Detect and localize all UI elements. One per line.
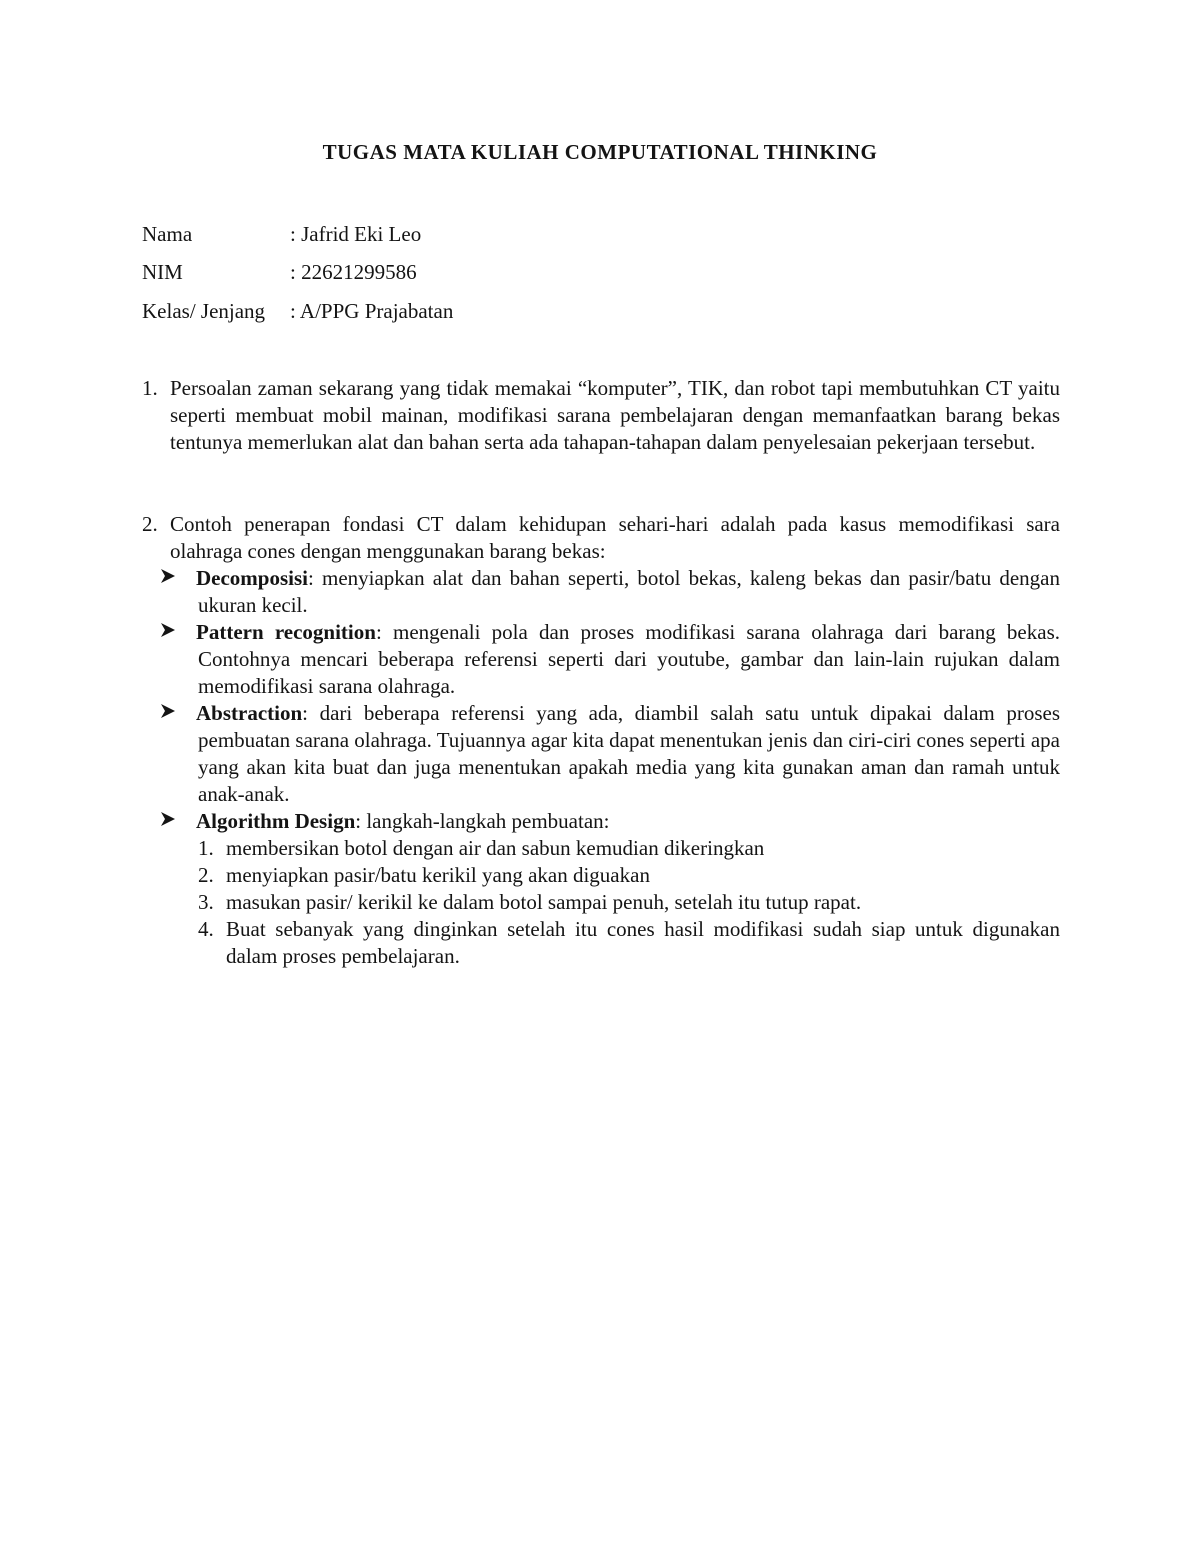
bullet-text: : mengenali pola dan proses modifikasi sarana olahraga dari barang bekas. Contohnya mencari beberapa referensi seperti dari youtube, gambar dan lain-lain rujukan dalam memodifikasi sarana olahraga. — [198, 620, 1060, 698]
step-number: 3. — [198, 890, 214, 914]
bullet-term: Pattern recognition — [196, 620, 376, 644]
step-text: menyiapkan pasir/batu kerikil yang akan diguakan — [226, 863, 650, 887]
step-item-1 — [198, 835, 1060, 862]
step-number: 2. — [198, 863, 214, 887]
step-text: masukan pasir/ kerikil ke dalam botol sampai penuh, setelah itu tutup rapat. — [226, 890, 862, 914]
info-value: : A/PPG Prajabatan — [290, 299, 454, 323]
bullet-pattern-recognition — [160, 619, 1060, 700]
arrow-bullet-icon — [160, 565, 178, 592]
bullet-text: : dari beberapa referensi yang ada, diambil salah satu untuk dipakai dalam proses pembuatan sarana olahraga. Tujuannya agar kita dapat menentukan jenis dan ciri-ciri cones seperti apa yang akan kita buat dan juga menentukan apakah media yang kita gunakan aman dan ramah untuk anak-anak. — [198, 701, 1060, 806]
bullet-text: : menyiapkan alat dan bahan seperti, botol bekas, kaleng bekas dan pasir/batu dengan ukuran kecil. — [198, 566, 1060, 617]
bullet-algorithm-design — [160, 808, 1060, 835]
step-number: 1. — [198, 836, 214, 860]
info-value: : 22621299586 — [290, 260, 417, 284]
item-text: Persoalan zaman sekarang yang tidak memakai “komputer”, TIK, dan robot tapi membutuhkan CT yaitu seperti membuat mobil mainan, modifikasi sarana pembelajaran dengan memanfaatkan barang bekas tentunya memerlukan alat dan bahan serta ada tahapan-tahapan dalam penyelesaian pekerjaan tersebut. — [170, 376, 1060, 454]
arrow-bullet-icon — [160, 619, 178, 646]
bullet-text: : langkah-langkah pembuatan: — [355, 809, 610, 833]
step-item-3 — [198, 889, 1060, 916]
answer-item-2 — [142, 511, 1060, 565]
bullet-term: Abstraction — [196, 701, 303, 725]
document-title: TUGAS MATA KULIAH COMPUTATIONAL THINKING — [322, 140, 878, 164]
step-text: membersikan botol dengan air dan sabun kemudian dikeringkan — [226, 836, 765, 860]
arrow-bullet-icon — [160, 700, 178, 727]
step-item-2 — [198, 862, 1060, 889]
bullet-term: Algorithm Design — [196, 809, 356, 833]
bullet-term: Decomposisi — [196, 566, 308, 590]
bullet-abstraction — [160, 700, 1060, 808]
info-label: Nama — [142, 222, 193, 246]
item-text: Contoh penerapan fondasi CT dalam kehidupan sehari-hari adalah pada kasus memodifikasi sara olahraga cones dengan menggunakan barang bekas: — [170, 512, 1060, 563]
bullet-decomposisi — [160, 565, 1060, 619]
info-label: NIM — [142, 260, 183, 284]
item-number: 1. — [142, 376, 158, 400]
item-number: 2. — [142, 512, 158, 536]
step-item-4 — [198, 916, 1060, 970]
info-label: Kelas/ Jenjang — [142, 299, 266, 323]
step-text: Buat sebanyak yang dinginkan setelah itu cones hasil modifikasi sudah siap untuk digunakan dalam proses pembelajaran. — [226, 917, 1060, 968]
step-number: 4. — [198, 917, 214, 941]
answer-item-1 — [142, 375, 1060, 456]
arrow-bullet-icon — [160, 808, 178, 835]
info-value: : Jafrid Eki Leo — [290, 222, 422, 246]
